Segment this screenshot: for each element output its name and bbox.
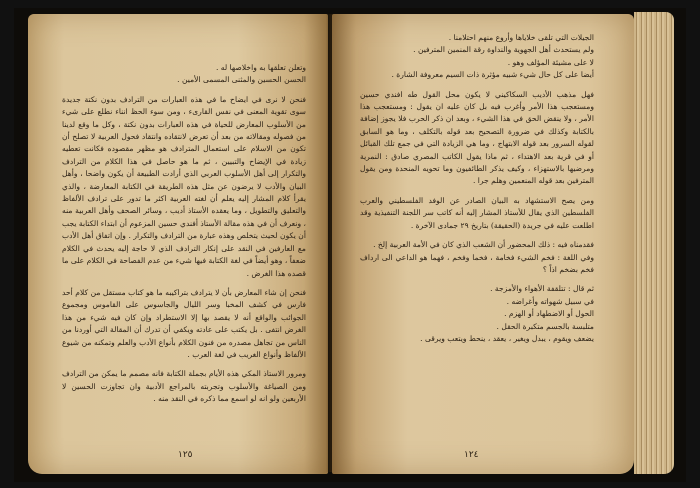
- open-book: [14, 8, 686, 482]
- paragraph: وتعلن تعلقها به واخلاصها له .: [215, 63, 306, 72]
- page-edges: [634, 12, 674, 474]
- paragraph: ولم يستحدث أهل الجهوية والنداوة رقة المنمين المترفين .: [413, 45, 594, 55]
- paragraph: فقدمناه فيه : ذلك المحضور أن الشعب الذي كان في الأمة العربية إلخ .: [373, 240, 594, 250]
- right-page: [332, 14, 634, 474]
- paragraph: لا على مشيئة المؤلف وهو .: [507, 57, 594, 67]
- paragraph: أيضا على كل حال شيء شبيه مؤثرة ذات السيم معروفة الشارة .: [391, 70, 594, 80]
- page-number: ١٢٥: [178, 450, 193, 460]
- left-page-text: [62, 62, 306, 406]
- right-page-text: [360, 32, 594, 345]
- paragraph: في سبيل شهواته وأغراضه .: [506, 296, 594, 306]
- paragraph: الحسن الحسين والمثنى المسمى الأمين .: [177, 75, 306, 85]
- paragraph: ومن يصح الاستشهاد به البيان الصادر عن الوفد الفلسطيني والعرب الفلسطين الذي يقال للأستاذ المشار إليه أنه كاتب سر اللجنة التنفيذية وقد اطلعت عليه في جريدة (الحقيقة) بتاريخ ٢٩ جمادى الآخرة .: [360, 195, 594, 230]
- paragraph: وفي اللغة : فخم الشيء فخامة ، فخما وفخم ، فهما هو الداعي الى ارداف فخم بضخم اذاً ؟: [360, 252, 594, 274]
- paragraph: ثم قال : تتلقفة الأهواء والأمزجة .: [490, 284, 594, 294]
- paragraph: الجيلات التي تلقى خلاياها وأروع منهم احتلامنا .: [448, 33, 594, 42]
- paragraph: فنحن إن شاء المعارض بأن لا يترادف بتراكيبه ما هو كتاب مستقل من كلام أحد فارس في كشف المخبا وسر الليال والجاسوس على القاموس ومجموع الجوائب والواقع أنه لا يقصد بها إلا الاستطراد وإن كان فيه شيء من هذا الغرض انتفى . بل يكتب على عادته ويكفي أن تدرك أن المقالة التي أوردنا من الناس من تجاهل مصدره من فنون الكلام بأنواع الأدب والعلم وتمكنه من شيوع الألفاظ وأنواع الغريب في لغة العرب .: [62, 287, 306, 359]
- left-page: [28, 14, 328, 474]
- paragraph: فهل مذهب الأديب السكاكيني لا يكون محل القول طه افندي حسين ومستعجب هذا الأمر وأغرب فيه بل كان عليه ان يقول : ومستعجب هذا الأمر ، ولا ينقض الحق في هذا الشيء ، وبعد ان ذكر الحرب فلا يجوز إضافة بالكتابة وكذلك في ضرورة التصحيح بعد قوله بالتكلف ، وما هو السابق لقوله السرور بعد قوله الابتهاج ، وما هي الزيادة التي في جمع تلك القبائل أو في قرية بعد الاهتداء ، ثم ماذا يقول الكاتب المصري صادق : النمرية ومرضيها بالاستهزاء ، وكيف يذكر الطائفيون وما تحويه المنحدة ومن يقول المترفين بعد قوله المنعمين وهلم جرا .: [360, 89, 594, 186]
- paragraph: الحول أو الاضطهاد أو الهزم .: [504, 309, 594, 319]
- paragraph: يضعف ويقوم ، يبدل ويغير ، يعقد ، ينحط ويتعب ويرقى .: [420, 333, 594, 343]
- paragraph: متلبسة بالجسم متكبرة الحقل .: [496, 321, 594, 331]
- paragraph: فنحن لا نرى في ايضاح ما في هذه العبارات من الترادف بدون نكتة جديدة سوى تقوية المعنى في نفس القارىء ، ومن سوء الحظ انناء نطلع على شيء من الأسلوب المعارض للحياة في هذه العبارات بدون نكتة ، وكل ما وقع لدينا من فصوله ومقالاته من بعد أن تعرض لانتقاده وانتقاد فحول العربية لا تصلح أن تكون من الاسلام على استعمال المترادف هو مظهر مقصوده فكانت تعطيه زيادة في الإيضاح والتبيين ، ثم ما هو حاصل في هذا الكلام من الترادف والتكرار إلى أهل الأسلوب العربي الذي أرادت الطبيعة أن يكون واضحا ، وأهل البيان والأدب لا يرضون عن مثل هذه الطريقة في الكتابة المعارضة ، والذي يقرأ كلام المشار إليه يعلم أن لغته العربية اكثر ما تدور على ترادف الألفاظ والتعليق والتطويل ، وما يعقده الأستاذ أديب ، وسائر الصحف وأهل العربية منه ، ونعرف أن في هذه مقالة الأستاذ أفندي حسين المزعوم أن ابتداء الكتابة يجب أن يكون لحيث يتخلص وهذه عبارة من الترادف والتكرار . وإن اتفاق أهل الأدب مع العارفين في النقد على إنكار الترادف الذي لا حاجة إليه يحدث في الكلام ضعفاً ، وهو أيضاً في لغة الكتابة فيها شيء من عدم الفصاحة في الكلام على ما قصده هذا الغرض .: [62, 94, 306, 278]
- page-number: ١٢٤: [464, 450, 479, 460]
- paragraph: ومرور الاستاذ المكي هذه الأيام بجملة الكتابة فانه مصمم ما يمكن من الترادف ومن الصياغة والأسلوب وتجربته بالمراجع الأدبية وان تجاوزت الحسين لا الأربعين ولو انه لو اسمع مما ذكره في النقد منه .: [62, 369, 306, 404]
